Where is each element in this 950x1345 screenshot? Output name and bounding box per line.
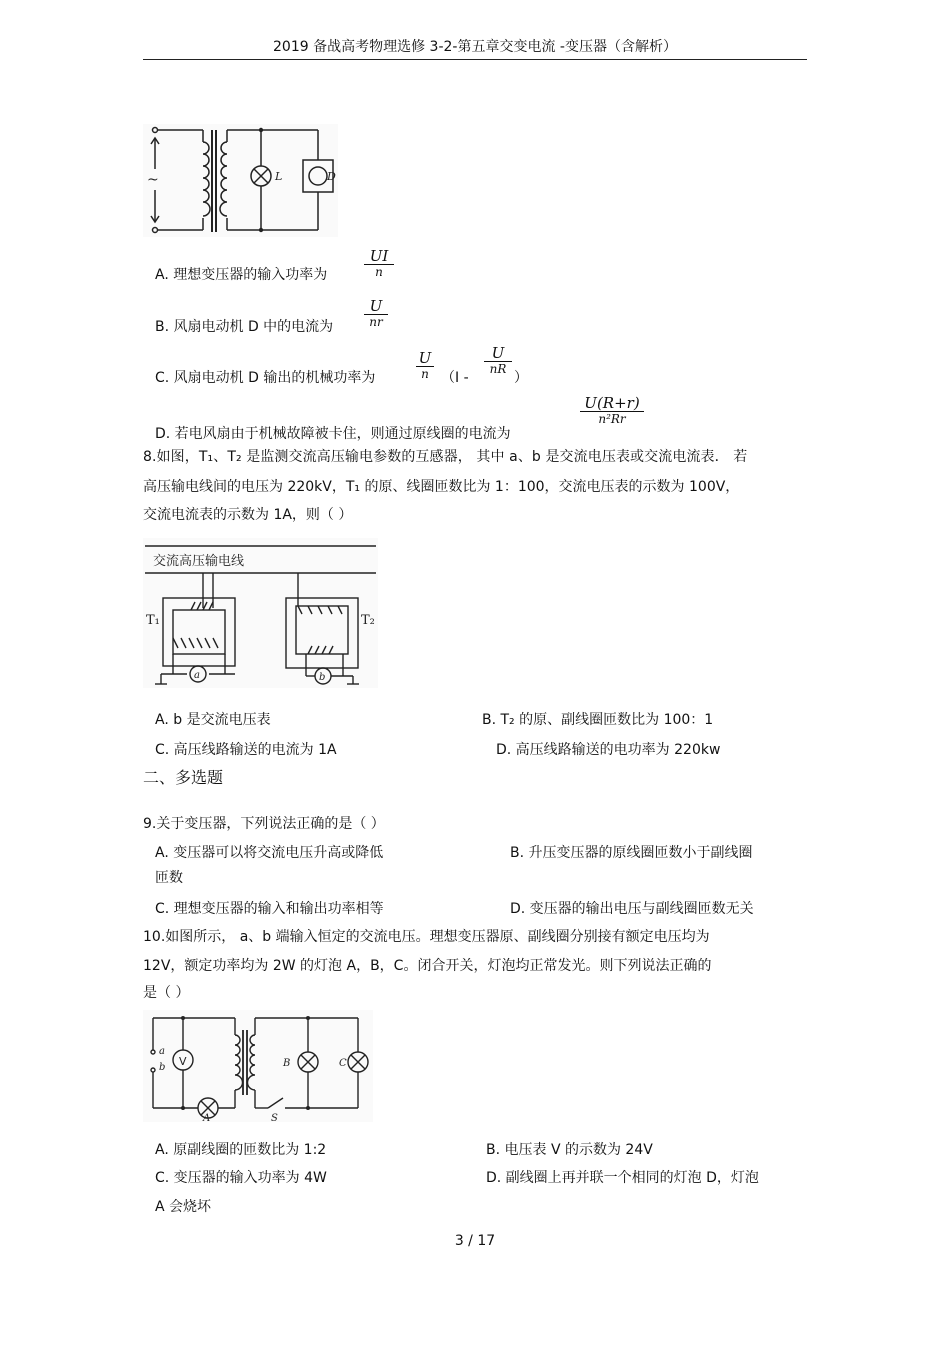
q10-fig-voltmeter: V [179, 1055, 187, 1068]
q9-stem: 9.关于变压器，下列说法正确的是（ ） [143, 816, 385, 832]
q8-transformer-figure [143, 538, 378, 688]
q9-option-c: C. 理想变压器的输入和输出功率相等 [155, 901, 384, 917]
q7-option-b: B. 风扇电动机 D 中的电流为 [155, 319, 334, 335]
q8-fig-t2: T₂ [361, 613, 375, 628]
q10-stem-line-3: 是（ ） [143, 985, 190, 1001]
section-title: 二、多选题 [143, 768, 224, 787]
q8-option-b: B. T₂ 的原、副线圈匝数比为 100：1 [482, 712, 714, 728]
frac-denominator: n [421, 367, 429, 381]
frac-denominator: nR [489, 362, 507, 376]
q9-option-a: A. 变压器可以将交流电压升高或降低 [155, 845, 384, 861]
q7-option-c-fraction-2 [484, 345, 512, 376]
frac-numerator: U [484, 345, 512, 362]
frac-denominator: n [375, 265, 383, 279]
q10-option-c: C. 变压器的输入功率为 4W [155, 1170, 327, 1186]
q8-fig-meter-b: b [319, 672, 326, 683]
q7-option-b-fraction [364, 298, 388, 329]
q10-fig-a: a [159, 1046, 165, 1057]
q10-option-d: D. 副线圈上再并联一个相同的灯泡 D，灯泡 [486, 1170, 759, 1186]
q10-option-a: A. 原副线圈的匝数比为 1:2 [155, 1142, 327, 1158]
q7-motor-label: D [327, 170, 336, 183]
q10-fig-lamp-c: C [339, 1058, 347, 1069]
frac-denominator: nr [369, 315, 383, 329]
q8-stem-line-1: 8.如图，T₁、T₂ 是监测交流高压输电参数的互感器， 其中 a、b 是交流电压表或交流电流表． 若 [143, 449, 748, 465]
q7-option-c-end: ） [514, 370, 528, 386]
q7-option-c: C. 风扇电动机 D 输出的机械功率为 [155, 370, 376, 386]
q7-option-a: A. 理想变压器的输入功率为 [155, 267, 328, 283]
q9-option-b-cont: 匝数 [155, 870, 183, 886]
page-number: 3 / 17 [454, 1233, 496, 1249]
q10-fig-b: b [159, 1062, 166, 1073]
q8-stem-line-2: 高压输电线间的电压为 220kV，T₁ 的原、线圈匝数比为 1：100，交流电压表的示数为 100V， [143, 479, 740, 495]
frac-numerator: U [416, 350, 434, 367]
frac-denominator: n²Rr [598, 412, 626, 426]
q7-option-d: D. 若电风扇由于机械故障被卡住，则通过原线圈的电流为 [155, 426, 511, 442]
frac-numerator: U [364, 298, 388, 315]
q10-option-b: B. 电压表 V 的示数为 24V [486, 1142, 653, 1158]
q10-fig-lamp-a: A [203, 1113, 211, 1122]
header-rule [143, 59, 807, 60]
q10-stem-line-2: 12V，额定功率均为 2W 的灯泡 A，B，C。闭合开关，灯泡均正常发光。则下列说法正确的 [143, 958, 712, 974]
q8-fig-title: 交流高压输电线 [153, 554, 245, 569]
q7-option-a-fraction [364, 248, 394, 279]
q10-option-d-cont: A 会烧坏 [155, 1199, 212, 1215]
q7-source-label: ~ [147, 172, 159, 188]
q8-fig-meter-a: a [194, 670, 200, 681]
q7-circuit-figure [143, 124, 338, 237]
q10-fig-switch: S [271, 1113, 278, 1122]
q8-option-c: C. 高压线路输送的电流为 1A [155, 742, 337, 758]
q10-stem-line-1: 10.如图所示， a、b 端输入恒定的交流电压。理想变压器原、副线圈分别接有额定电压均为 [143, 929, 710, 945]
q9-option-b: B. 升压变压器的原线圈匝数小于副线圈 [510, 845, 753, 861]
q10-circuit-figure [143, 1010, 373, 1122]
q10-fig-lamp-b: B [283, 1058, 291, 1069]
q9-option-d: D. 变压器的输出电压与副线圈匝数无关 [510, 901, 754, 917]
q7-lamp-label: L [275, 170, 283, 183]
q8-stem-line-3: 交流电流表的示数为 1A，则（ ） [143, 507, 353, 523]
frac-numerator: U(R+r) [580, 395, 644, 412]
frac-numerator: UI [364, 248, 394, 265]
q7-option-c-mid: （I - [441, 370, 469, 386]
q8-fig-t1: T₁ [146, 613, 160, 628]
q8-option-d: D. 高压线路输送的电功率为 220kw [496, 742, 721, 758]
q7-option-d-fraction [580, 395, 644, 426]
q8-option-a: A. b 是交流电压表 [155, 712, 271, 728]
page-header: 2019 备战高考物理选修 3-2-第五章交变电流 -变压器（含解析） [273, 39, 677, 55]
q7-option-c-fraction-1 [416, 350, 434, 381]
